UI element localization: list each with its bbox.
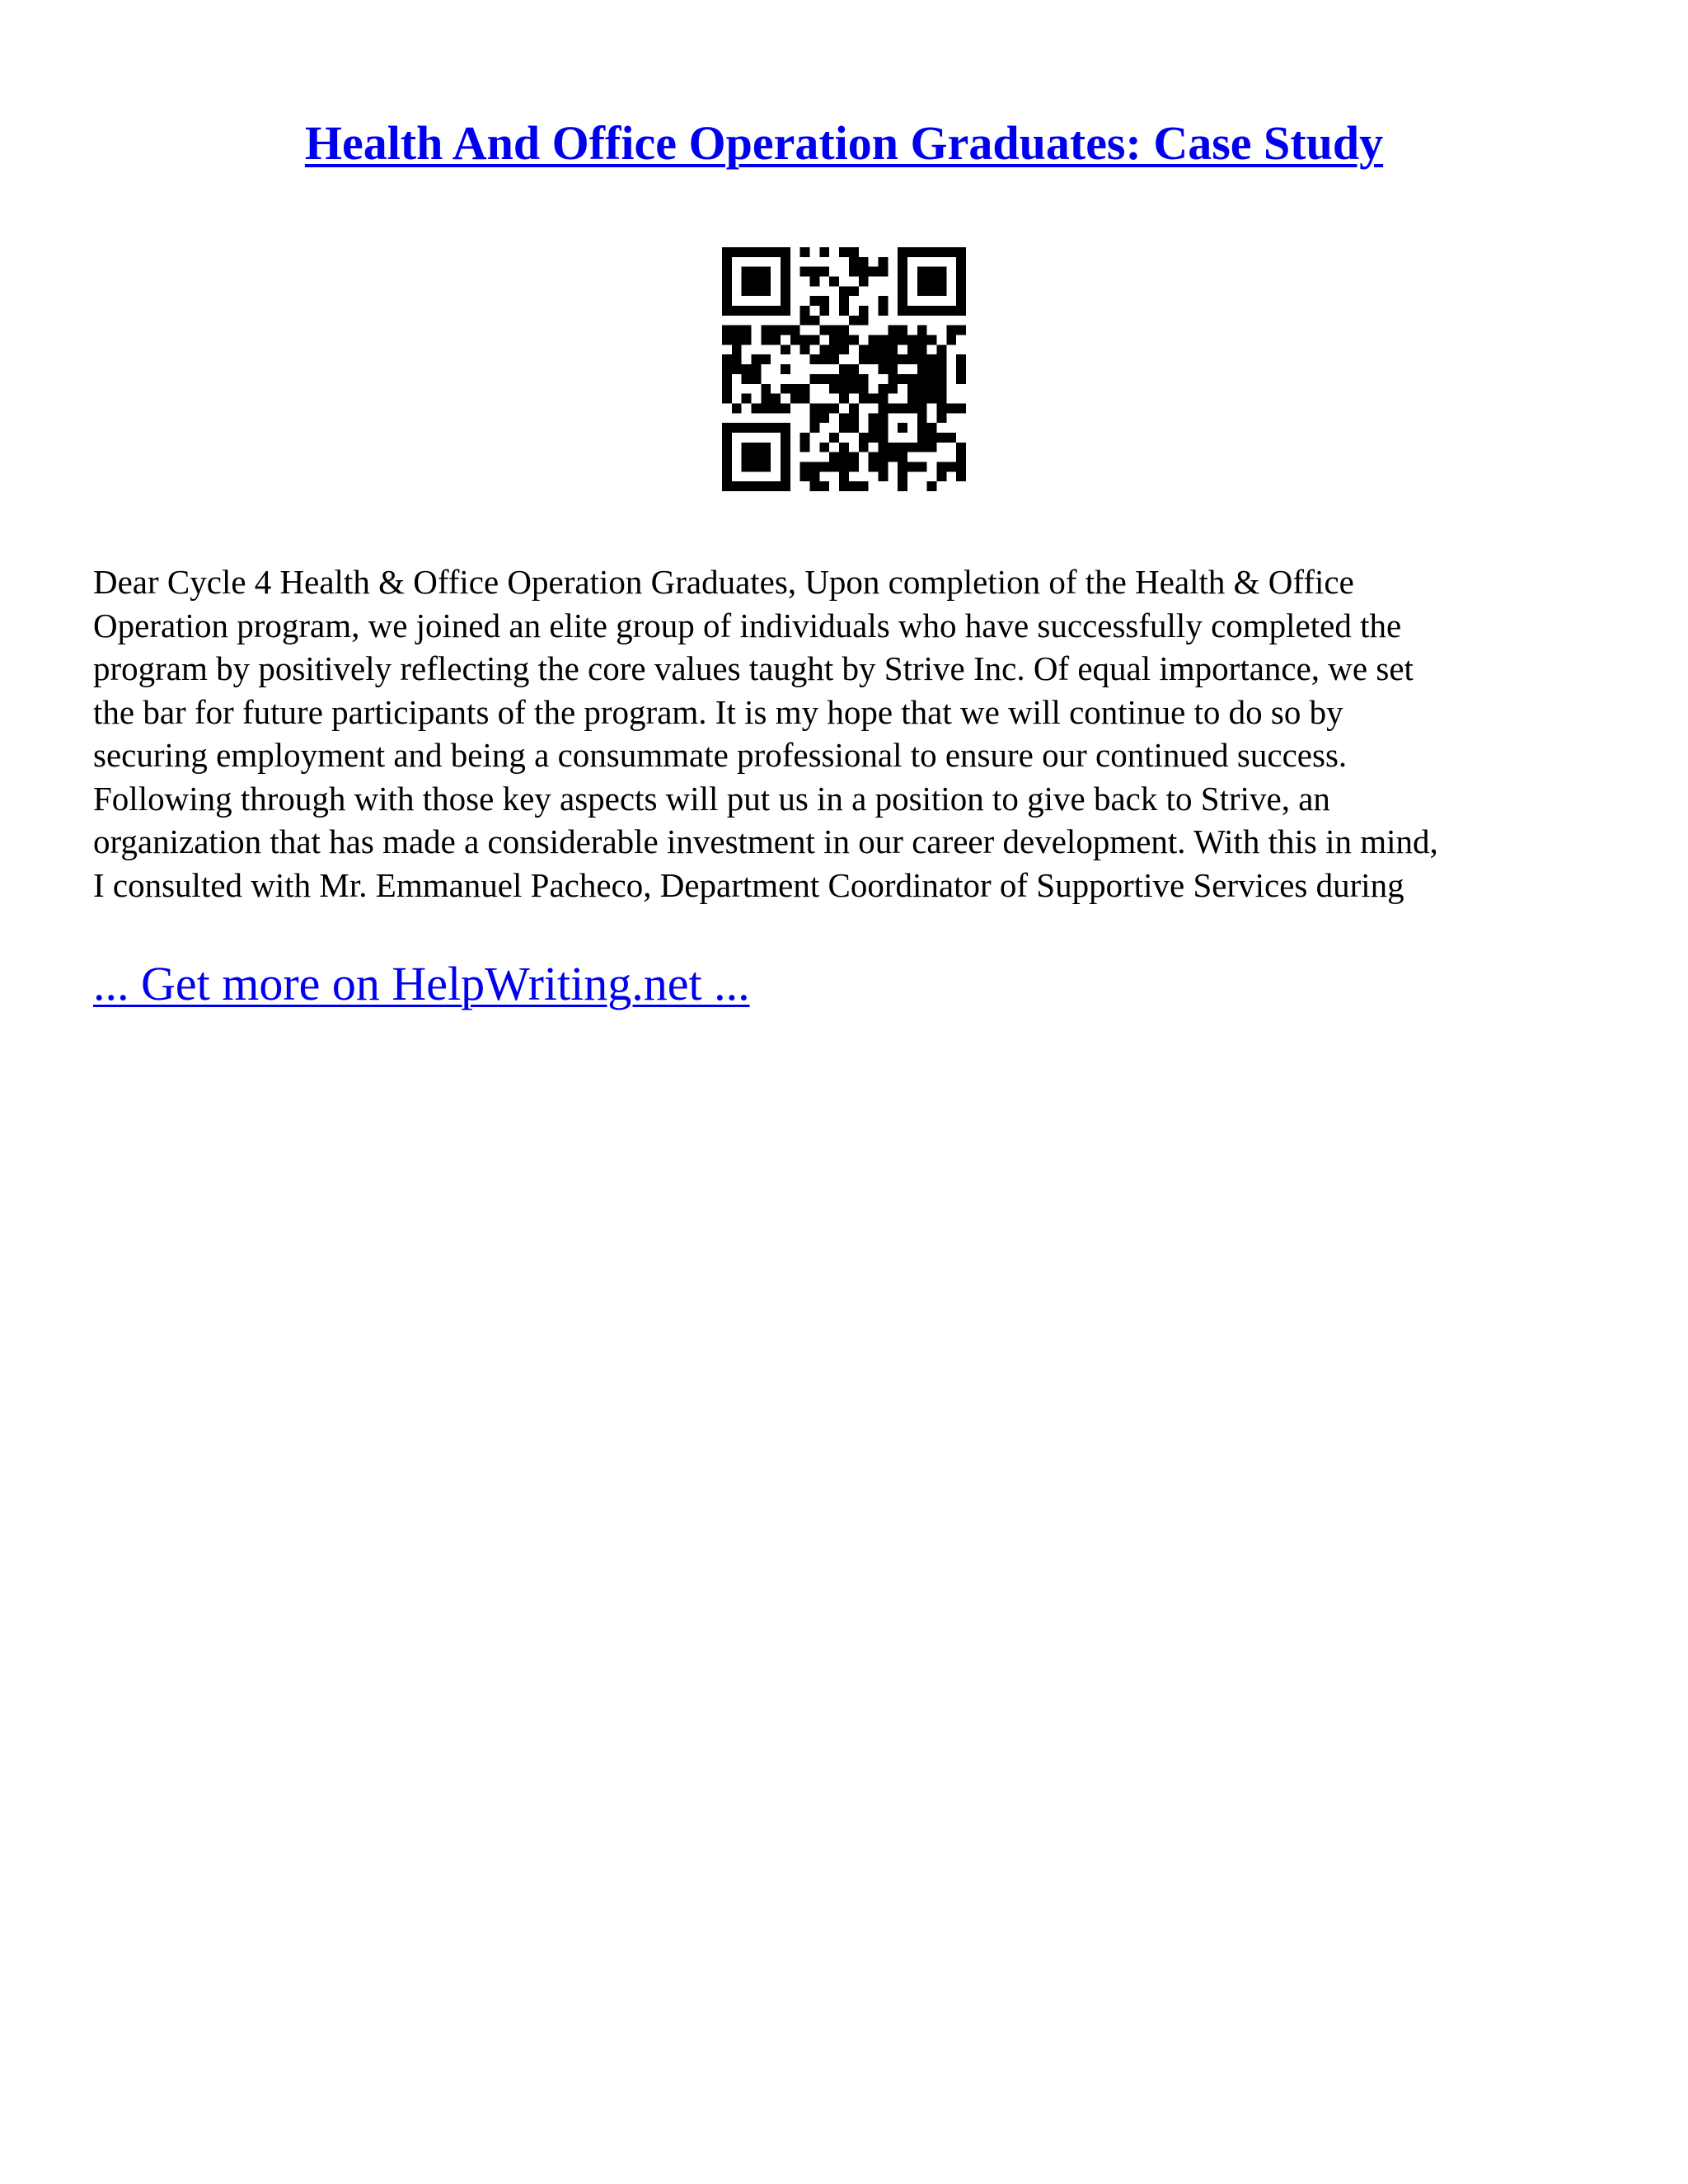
qr-code-icon bbox=[722, 247, 966, 491]
body-line: securing employment and being a consummate professional to ensure our continued success. bbox=[93, 736, 1348, 774]
body-line: the bar for future participants of the program. It is my hope that we will continue to do so by bbox=[93, 692, 1343, 731]
body-line: Following through with those key aspects will put us in a position to give back to Strive, an bbox=[93, 779, 1330, 818]
get-more-link[interactable]: ... Get more on HelpWriting.net ... bbox=[93, 957, 750, 1010]
body-paragraph bbox=[93, 560, 1601, 907]
body-line: I consulted with Mr. Emmanuel Pacheco, Department Coordinator of Supportive Services during bbox=[93, 865, 1404, 904]
page-title-link[interactable]: Health And Office Operation Graduates: Case Study bbox=[304, 116, 1384, 170]
body-line: organization that has made a considerable investment in our career development. With this in mind, bbox=[93, 823, 1438, 860]
body-line: Dear Cycle 4 Health & Office Operation Graduates, Upon completion of the Health & Office bbox=[93, 563, 1354, 601]
title-container bbox=[0, 115, 1688, 171]
body-line: Operation program, we joined an elite group of individuals who have successfully completed the bbox=[93, 606, 1402, 644]
body-line: program by positively reflecting the core values taught by Strive Inc. Of equal importance, we set bbox=[93, 649, 1414, 687]
